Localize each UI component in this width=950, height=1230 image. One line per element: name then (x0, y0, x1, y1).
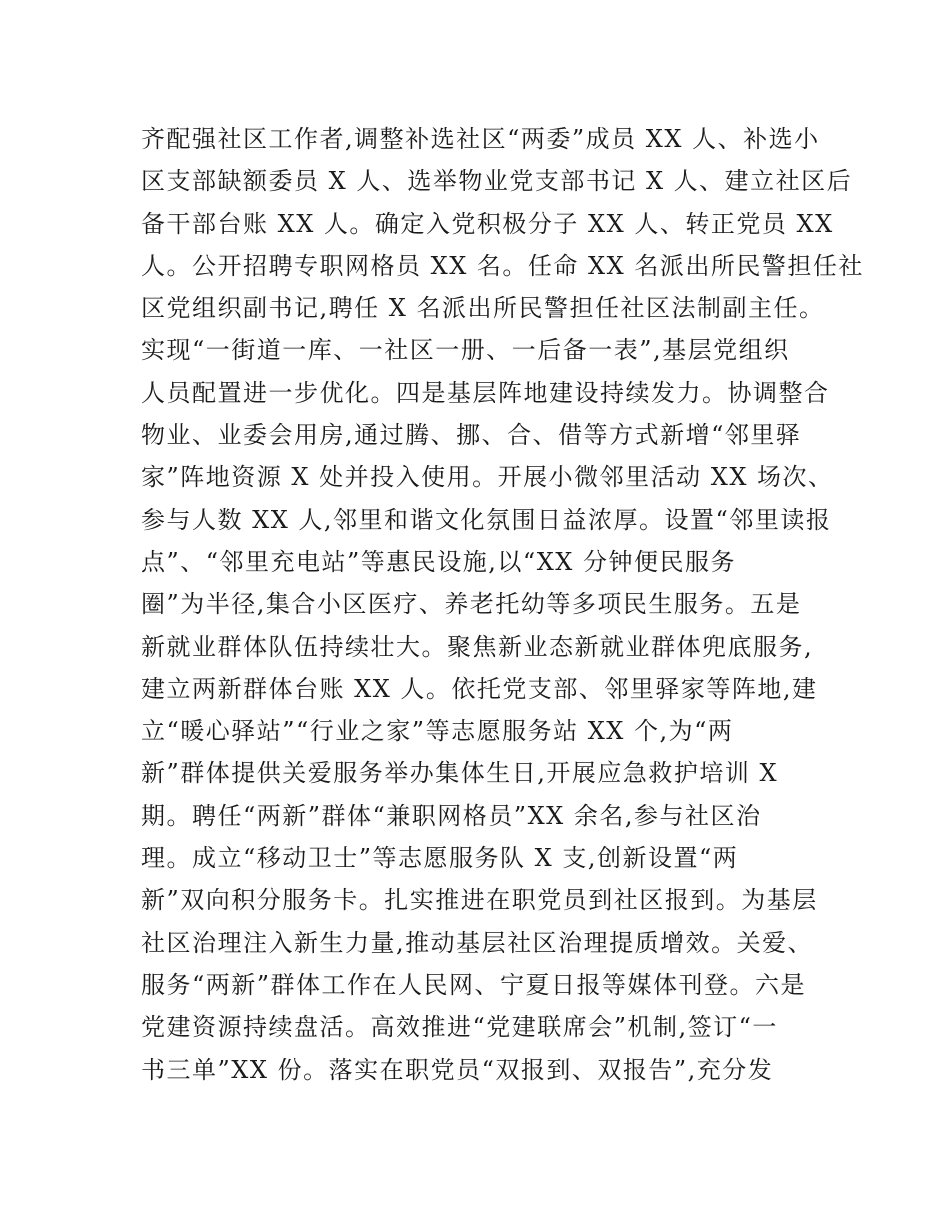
text-line: 区支部缺额委员 X 人、选举物业党支部书记 X 人、建立社区后 (141, 167, 853, 196)
text-line: 物业、业委会用房,通过腾、挪、合、借等方式新增“邻里驿 (141, 421, 802, 450)
text-line: 理。成立“移动卫士”等志愿服务队 X 支,创新设置“两 (141, 844, 739, 873)
text-line: 家”阵地资源 X 处并投入使用。开展小微邻里活动 XX 场次、 (141, 463, 834, 492)
text-line: 新”群体提供关爱服务举办集体生日,开展应急救护培训 X (141, 759, 779, 788)
text-line: 人。公开招聘专职网格员 XX 名。任命 XX 名派出所民警担任社 (141, 251, 864, 280)
body-text (141, 118, 864, 1091)
text-line: 备干部台账 XX 人。确定入党积极分子 XX 人、转正党员 XX (141, 209, 834, 238)
text-line: 党建资源持续盘活。高效推进“党建联席会”机制,签订“一 (141, 1013, 778, 1042)
text-line: 建立两新群体台账 XX 人。依托党支部、邻里驿家等阵地,建 (141, 674, 818, 703)
text-line: 点”、“邻里充电站”等惠民设施,以“XX 分钟便民服务 (141, 547, 737, 576)
text-line: 实现“一街道一库、一社区一册、一后备一表”,基层党组织 (141, 336, 790, 365)
text-line: 立“暖心驿站”“行业之家”等志愿服务站 XX 个,为“两 (141, 717, 734, 746)
text-line: 服务“两新”群体工作在人民网、宁夏日报等媒体刊登。六是 (141, 970, 807, 999)
text-line: 新就业群体队伍持续壮大。聚焦新业态新就业群体兜底服务, (141, 632, 814, 661)
text-line: 圈”为半径,集合小区医疗、养老托幼等多项民生服务。五是 (141, 590, 802, 619)
text-line: 社区治理注入新生力量,推动基层社区治理提质增效。关爱、 (141, 928, 814, 957)
text-line: 参与人数 XX 人,邻里和谐文化氛围日益浓厚。设置“邻里读报 (141, 505, 832, 534)
text-line: 区党组织副书记,聘任 X 名派出所民警担任社区法制副主任。 (141, 294, 825, 323)
text-line: 期。聘任“两新”群体“兼职网格员”XX 余名,参与社区治 (141, 801, 762, 830)
text-line: 齐配强社区工作者,调整补选社区“两委”成员 XX 人、补选小 (141, 125, 820, 153)
text-line: 人员配置进一步优化。四是基层阵地建设持续发力。协调整合 (141, 378, 830, 407)
text-line: 新”双向积分服务卡。扎实推进在职党员到社区报到。为基层 (141, 886, 818, 915)
text-line: 书三单”XX 份。落实在职党员“双报到、双报告”,充分发 (141, 1055, 774, 1084)
